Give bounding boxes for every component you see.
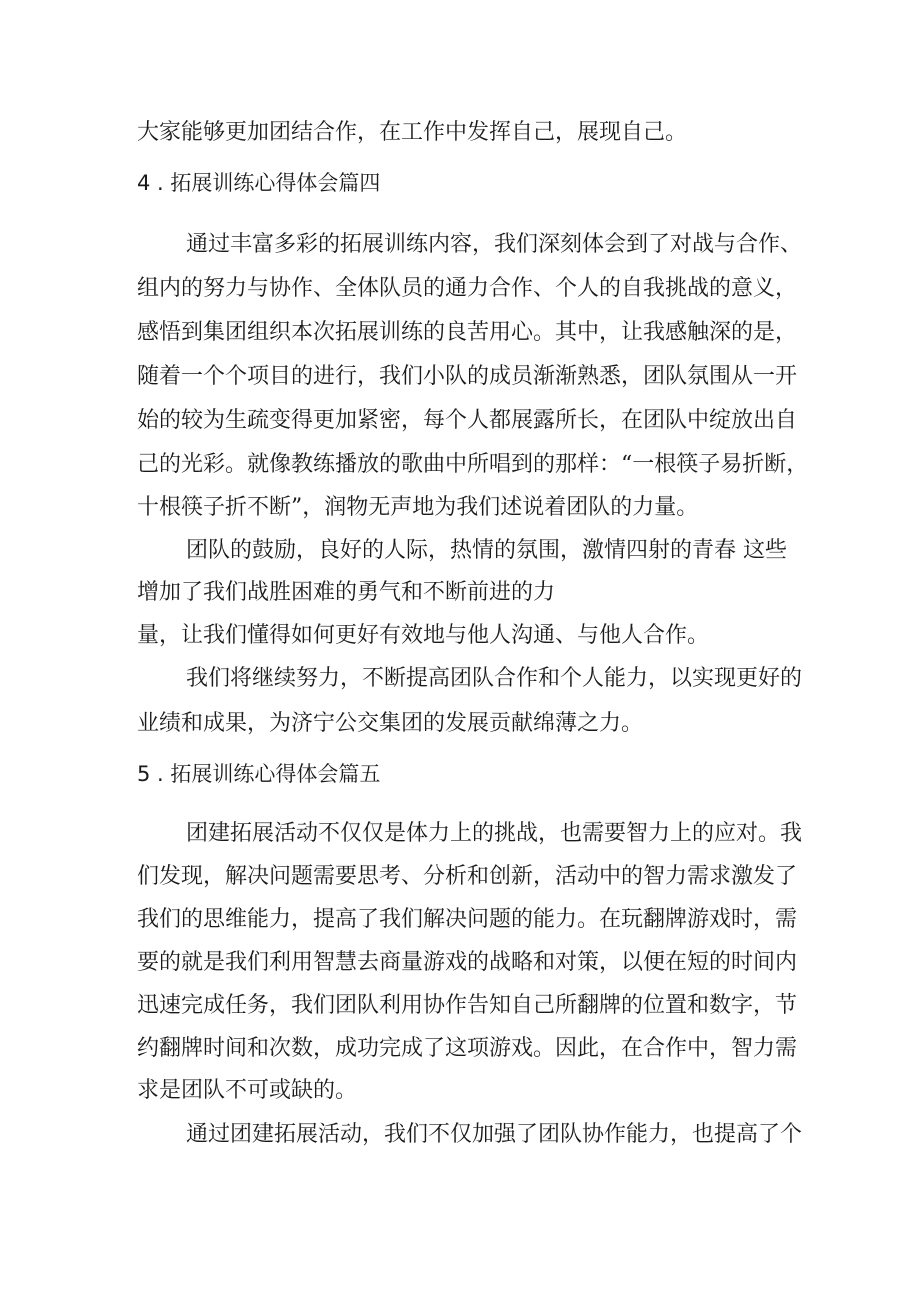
paragraph-line: 我们的思维能力，提高了我们解决问题的能力。在玩翻牌游戏时，需 bbox=[137, 907, 798, 932]
paragraph-line: 组内的努力与协作、全体队员的通力合作、个人的自我挑战的意义， bbox=[137, 276, 798, 301]
paragraph-line: 要的就是我们利用智慧去商量游戏的战略和对策，以便在短的时间内 bbox=[137, 950, 798, 975]
paragraph-line: 己的光彩。就像教练播放的歌曲中所唱到的那样：“一根筷子易折断， bbox=[137, 452, 809, 477]
paragraph-line: 大家能够更加团结合作，在工作中发挥自己，展现自己。 bbox=[137, 120, 688, 145]
section-heading-5: 5 . 拓展训练心得体会篇五 bbox=[137, 762, 381, 786]
paragraph-line: 业绩和成果，为济宁公交集团的发展贡献绵薄之力。 bbox=[137, 711, 644, 736]
section-heading-4: 4 . 拓展训练心得体会篇四 bbox=[137, 171, 381, 195]
paragraph-line: 们发现，解决问题需要思考、分析和创新，活动中的智力需求激发了 bbox=[137, 864, 798, 889]
paragraph-line: 迅速完成任务，我们团队利用协作告知自己所翻牌的位置和数字，节 bbox=[137, 993, 798, 1018]
paragraph-line: 团建拓展活动不仅仅是体力上的挑战，也需要智力上的应对。我 bbox=[186, 821, 803, 846]
paragraph-line: 增加了我们战胜困难的勇气和不断前进的力 bbox=[137, 580, 556, 605]
paragraph-line: 感悟到集团组织本次拓展训练的良苦用心。其中，让我感触深的是， bbox=[137, 320, 798, 345]
paragraph-line: 通过丰富多彩的拓展训练内容，我们深刻体会到了对战与合作、 bbox=[186, 232, 803, 257]
paragraph-line: 我们将继续努力，不断提高团队合作和个人能力，以实现更好的 bbox=[186, 666, 803, 691]
paragraph-line: 始的较为生疏变得更加紧密，每个人都展露所长，在团队中绽放出自 bbox=[137, 408, 798, 433]
paragraph-line: 随着一个个项目的进行，我们小队的成员渐渐熟悉，团队氛围从一开 bbox=[137, 364, 798, 389]
paragraph-line: 十根筷子折不断”，润物无声地为我们述说着团队的力量。 bbox=[137, 495, 699, 520]
paragraph-line: 量，让我们懂得如何更好有效地与他人沟通、与他人合作。 bbox=[137, 623, 710, 648]
paragraph-line: 团队的鼓励，良好的人际，热情的氛围，激情四射的青春 这些 bbox=[186, 538, 787, 563]
paragraph-line: 通过团建拓展活动，我们不仅加强了团队协作能力，也提高了个 bbox=[186, 1122, 803, 1147]
paragraph-line: 求是团队不可或缺的。 bbox=[137, 1078, 358, 1103]
paragraph-line: 约翻牌时间和次数，成功完成了这项游戏。因此，在合作中，智力需 bbox=[137, 1036, 798, 1061]
